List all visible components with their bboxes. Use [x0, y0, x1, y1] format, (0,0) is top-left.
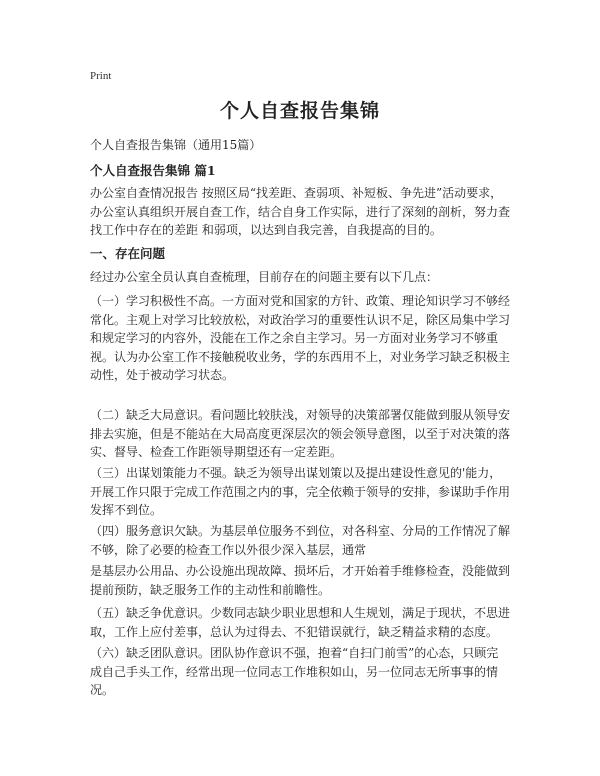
document-subtitle: 个人自查报告集锦（通用15篇） — [90, 138, 262, 152]
list-item: 是基层办公用品、办公设施出现故障、损坏后，才开始着手维修检查，没能做到提前预防，缺乏服务工作的主动性和前瞻性。 — [90, 564, 511, 597]
intro-paragraph: 办公室自查情况报告 按照区局“找差距、查弱项、补短板、争先进”活动要求，办公室认真组织开展自查工作，结合自身工作实际，进行了深刻的剖析，努力查找工作中存在的差距 和弱项，以达到自我完善，自我提高的目的。 — [90, 186, 511, 237]
list-item: （二）缺乏大局意识。看问题比较肤浅，对领导的决策部署仅能做到服从领导安排去实施，但是不能站在大局高度更深层次的领会领导意图，以至于对决策的落实、督导、检查工作距领导期望还有一定差距。 — [90, 408, 511, 459]
list-item: （四）服务意识欠缺。为基层单位服务不到位，对各科室、分局的工作情况了解不够，除了必要的检查工作以外很少深入基层，通常 — [90, 524, 511, 557]
section-title: 个人自查报告集锦 篇1 — [90, 163, 216, 178]
list-item: （三）出谋划策能力不强。缺乏为领导出谋划策以及提出建设性意见的'能力，开展工作只限于完成工作范围之内的事，完全依赖于领导的安排，参谋助手作用发挥不到位。 — [90, 466, 511, 517]
list-item: （一）学习积极性不高。一方面对党和国家的方针、政策、理论知识学习不够经常化。主观上对学习比较放松，对政治学习的重要性认识不足，除区局集中学习和规定学习的内容外，没能在工作之余自主学习。另一方面对业务学习不够重视。认为办公室工作不接触税收业务，学的东西用不上，对业务学习缺乏积极主动性，处于被动学习状态。 — [90, 294, 511, 382]
print-label[interactable]: Print — [90, 70, 112, 82]
list-item: （五）缺乏争优意识。少数同志缺少职业思想和人生规划，满足于现状，不思进取，工作上应付差事，总认为过得去、不犯错误就行，缺乏精益求精的态度。 — [90, 606, 511, 639]
list-item: （六）缺乏团队意识。团队协作意识不强，抱着“自扫门前雪”的心态，只顾完成自己手头工作，经常出现一位同志工作堆积如山，另一位同志无所事事的情况。 — [90, 646, 499, 697]
lead-paragraph: 经过办公室全员认真自查梳理，目前存在的问题主要有以下几点： — [90, 270, 439, 284]
heading-problems: 一、存在问题 — [90, 246, 166, 261]
page-title: 个人自查报告集锦 — [219, 100, 380, 122]
